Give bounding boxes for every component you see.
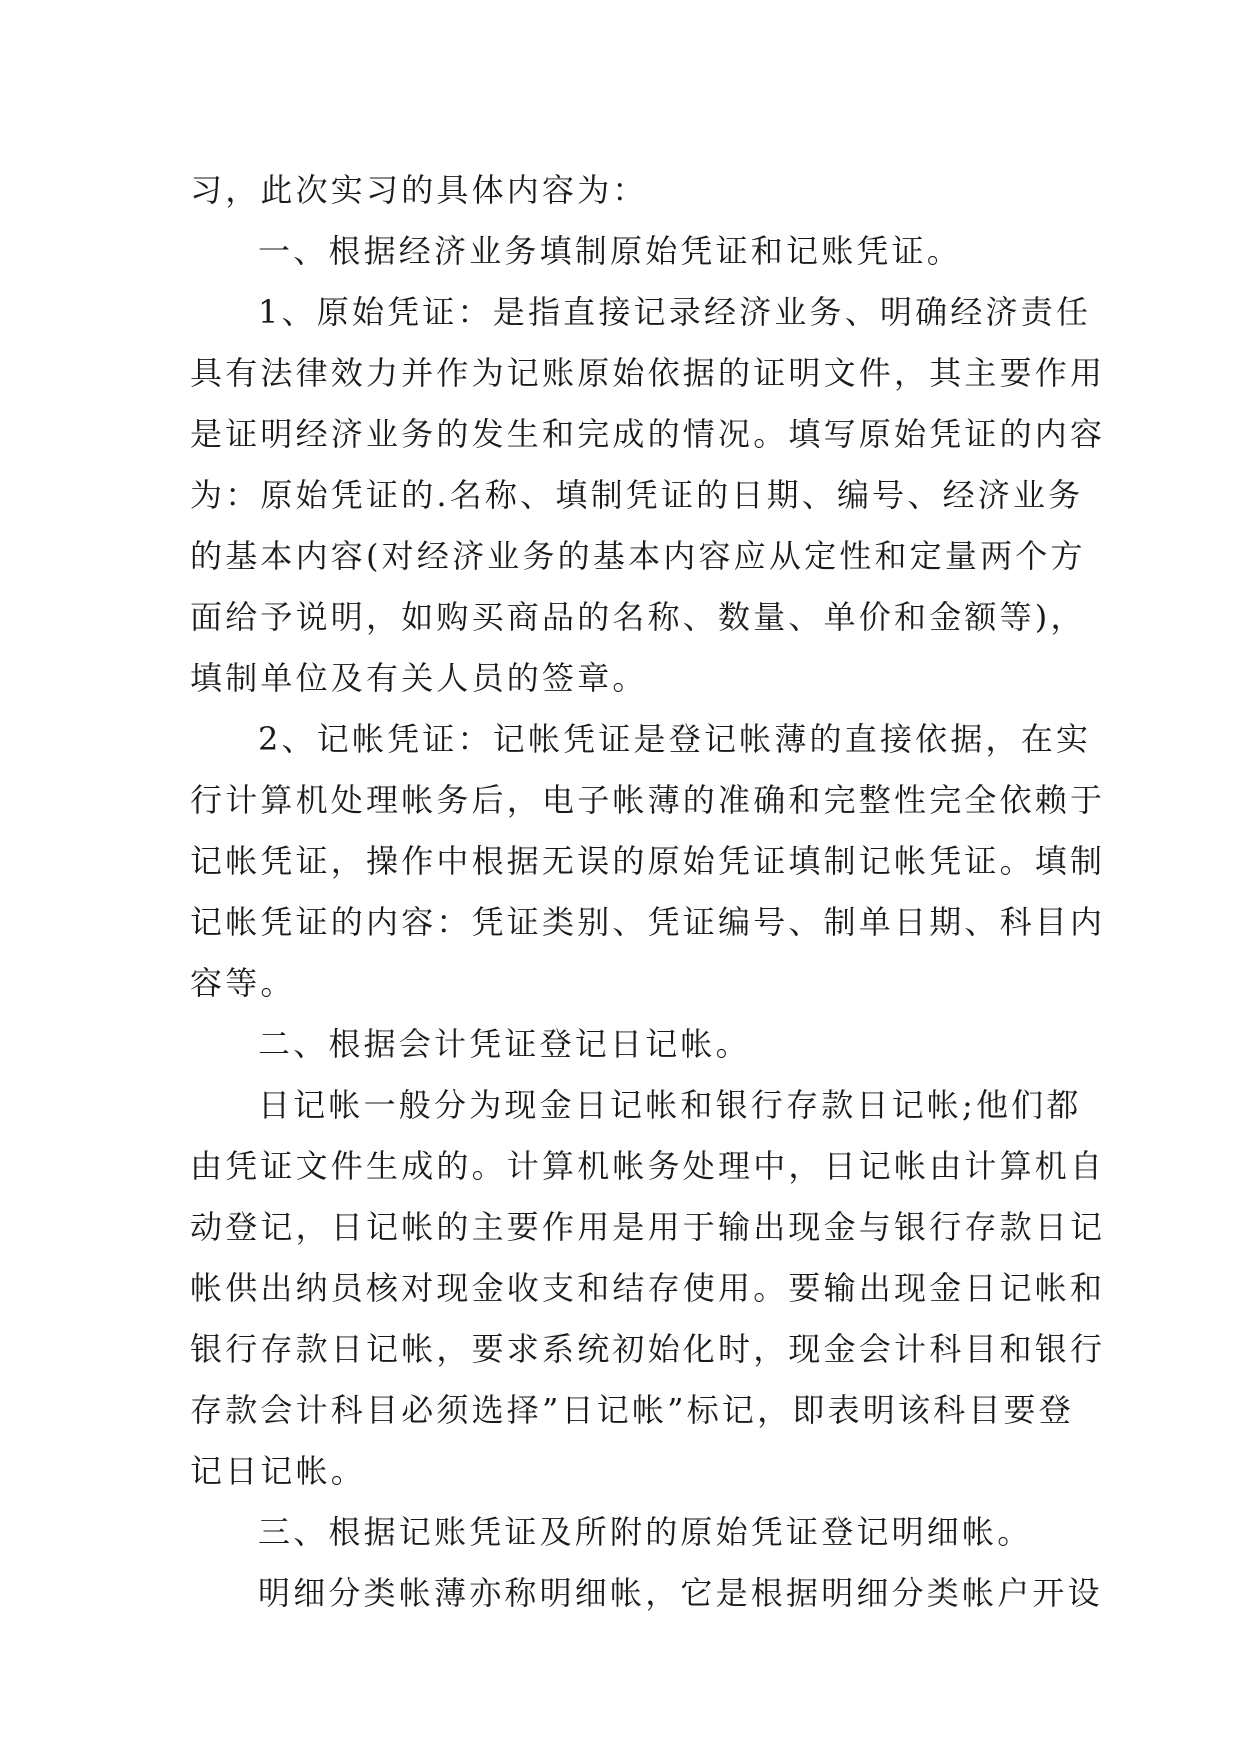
text-line: 1、原始凭证：是指直接记录经济业务、明确经济责任 xyxy=(258,293,1092,331)
text-line: 一、根据经济业务填制原始凭证和记账凭证。 xyxy=(258,232,963,270)
text-line: 三、根据记账凭证及所附的原始凭证登记明细帐。 xyxy=(258,1513,1033,1551)
document-body xyxy=(190,160,1106,1624)
text-line: 记日记帐。 xyxy=(190,1452,367,1490)
text-line: 存款会计科目必须选择”日记帐”标记，即表明该科目要登 xyxy=(190,1391,1074,1429)
paragraph-journal xyxy=(190,1075,1106,1502)
text-line: 明细分类帐薄亦称明细帐，它是根据明细分类帐户开设 xyxy=(258,1574,1103,1612)
paragraph-ledger xyxy=(190,1563,1103,1624)
paragraph-bookkeeping-voucher xyxy=(190,709,1106,1014)
text-line: 容等。 xyxy=(190,964,296,1002)
text-line: 具有法律效力并作为记账原始依据的证明文件，其主要作用 xyxy=(190,354,1106,392)
text-line: 记帐凭证，操作中根据无误的原始凭证填制记帐凭证。填制 xyxy=(190,842,1106,880)
text-line: 二、根据会计凭证登记日记帐。 xyxy=(258,1025,751,1063)
section-heading-3 xyxy=(190,1502,1060,1563)
text-line: 银行存款日记帐，要求系统初始化时，现金会计科目和银行 xyxy=(190,1330,1106,1368)
text-line: 由凭证文件生成的。计算机帐务处理中，日记帐由计算机自 xyxy=(190,1147,1106,1185)
text-line: 2、记帐凭证：记帐凭证是登记帐薄的直接依据，在实 xyxy=(258,720,1092,758)
text-line: 行计算机处理帐务后，电子帐薄的准确和完整性完全依赖于 xyxy=(190,781,1106,819)
section-heading-1 xyxy=(190,221,1060,282)
paragraph-original-voucher xyxy=(190,282,1106,709)
text-line: 面给予说明，如购买商品的名称、数量、单价和金额等)， xyxy=(190,598,1086,636)
text-line: 记帐凭证的内容：凭证类别、凭证编号、制单日期、科目内 xyxy=(190,903,1106,941)
section-heading-2 xyxy=(190,1014,1060,1075)
text-line: 日记帐一般分为现金日记帐和银行存款日记帐;他们都 xyxy=(258,1086,1082,1124)
paragraph-intro xyxy=(190,160,1060,221)
text-line: 帐供出纳员核对现金收支和结存使用。要输出现金日记帐和 xyxy=(190,1269,1106,1307)
text-line: 填制单位及有关人员的签章。 xyxy=(190,659,648,697)
text-line: 动登记，日记帐的主要作用是用于输出现金与银行存款日记 xyxy=(190,1208,1106,1246)
text-line: 习，此次实习的具体内容为： xyxy=(190,171,648,209)
text-line: 是证明经济业务的发生和完成的情况。填写原始凭证的内容 xyxy=(190,415,1106,453)
text-line: 为：原始凭证的.名称、填制凭证的日期、编号、经济业务 xyxy=(190,476,1084,514)
text-line: 的基本内容(对经济业务的基本内容应从定性和定量两个方 xyxy=(190,537,1086,575)
